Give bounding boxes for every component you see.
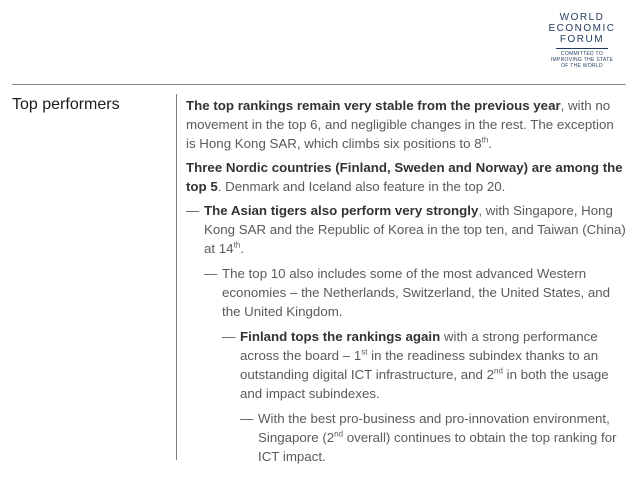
b4-sup: nd <box>334 429 344 439</box>
p1-rest: , with no movement in the top 6, and negligible changes in the rest. The exception is Hong Kong SAR, which climbs six positions to 8 <box>186 98 614 151</box>
bullet-text: The top 10 also includes some of the most advanced Western economies – the Netherlands, Switzerland, the United States, and the United Kingdom. <box>222 266 611 319</box>
b3-bold: Finland tops the rankings again <box>240 329 441 344</box>
logo-divider <box>556 48 608 49</box>
bullet-dash: — <box>240 411 254 426</box>
b1-end: . <box>240 241 244 256</box>
b1-rest: , with Singapore, Hong Kong SAR and the Republic of Korea in the top ten, and Taiwan (China) at 14 <box>204 203 626 256</box>
logo-line-world: WORLD <box>559 12 605 23</box>
b4-text2: overall) continues to obtain the top ranking for ICT impact. <box>258 430 617 464</box>
bullet-asian-tigers <box>186 201 626 258</box>
wef-logo <box>542 12 622 69</box>
logo-motto-2: IMPROVING THE STATE <box>550 57 614 63</box>
p1-sup: th <box>481 135 489 145</box>
bullet-western-economies <box>204 264 626 321</box>
b3-sup2: nd <box>494 366 503 376</box>
logo-motto-3: OF THE WORLD <box>561 63 603 69</box>
bullet-text <box>258 409 626 466</box>
p1-end: . <box>488 136 492 151</box>
logo-motto-1: COMMITTED TO <box>560 51 604 57</box>
b3-rest: with a strong performance across the board – 1 <box>240 329 598 363</box>
b1-sup: th <box>233 240 241 250</box>
p2-bold: Three Nordic countries (Finland, Sweden and Norway) are among the top 5 <box>186 160 623 194</box>
bullet-dash: — <box>222 329 236 344</box>
paragraph-stable-rankings <box>186 96 626 153</box>
bullet-dash: — <box>204 266 218 281</box>
b1-bold: The Asian tigers also perform very strongly <box>204 203 479 218</box>
logo-line-economic: ECONOMIC <box>548 23 616 34</box>
column-divider <box>176 94 177 460</box>
header-divider <box>12 84 626 85</box>
bullet-singapore <box>240 409 626 466</box>
bullet-text <box>240 327 626 403</box>
bullet-text <box>204 201 626 258</box>
paragraph-nordic <box>186 158 626 196</box>
section-title: Top performers <box>12 96 120 113</box>
p2-rest: . Denmark and Iceland also feature in the top 20. <box>217 179 506 194</box>
bullet-dash: — <box>186 203 200 218</box>
p1-bold: The top rankings remain very stable from the previous year <box>186 98 561 113</box>
b3-mid: in the readiness subindex thanks to an outstanding digital ICT infrastructure, and 2 <box>240 348 599 382</box>
content-body <box>186 96 626 472</box>
logo-line-forum: FORUM <box>559 34 605 45</box>
b3-end: in both the usage and impact subindexes. <box>240 367 609 401</box>
b3-sup1: st <box>361 347 368 357</box>
bullet-finland <box>222 327 626 403</box>
b4-text1: With the best pro-business and pro-innovation environment, Singapore (2 <box>258 411 610 445</box>
